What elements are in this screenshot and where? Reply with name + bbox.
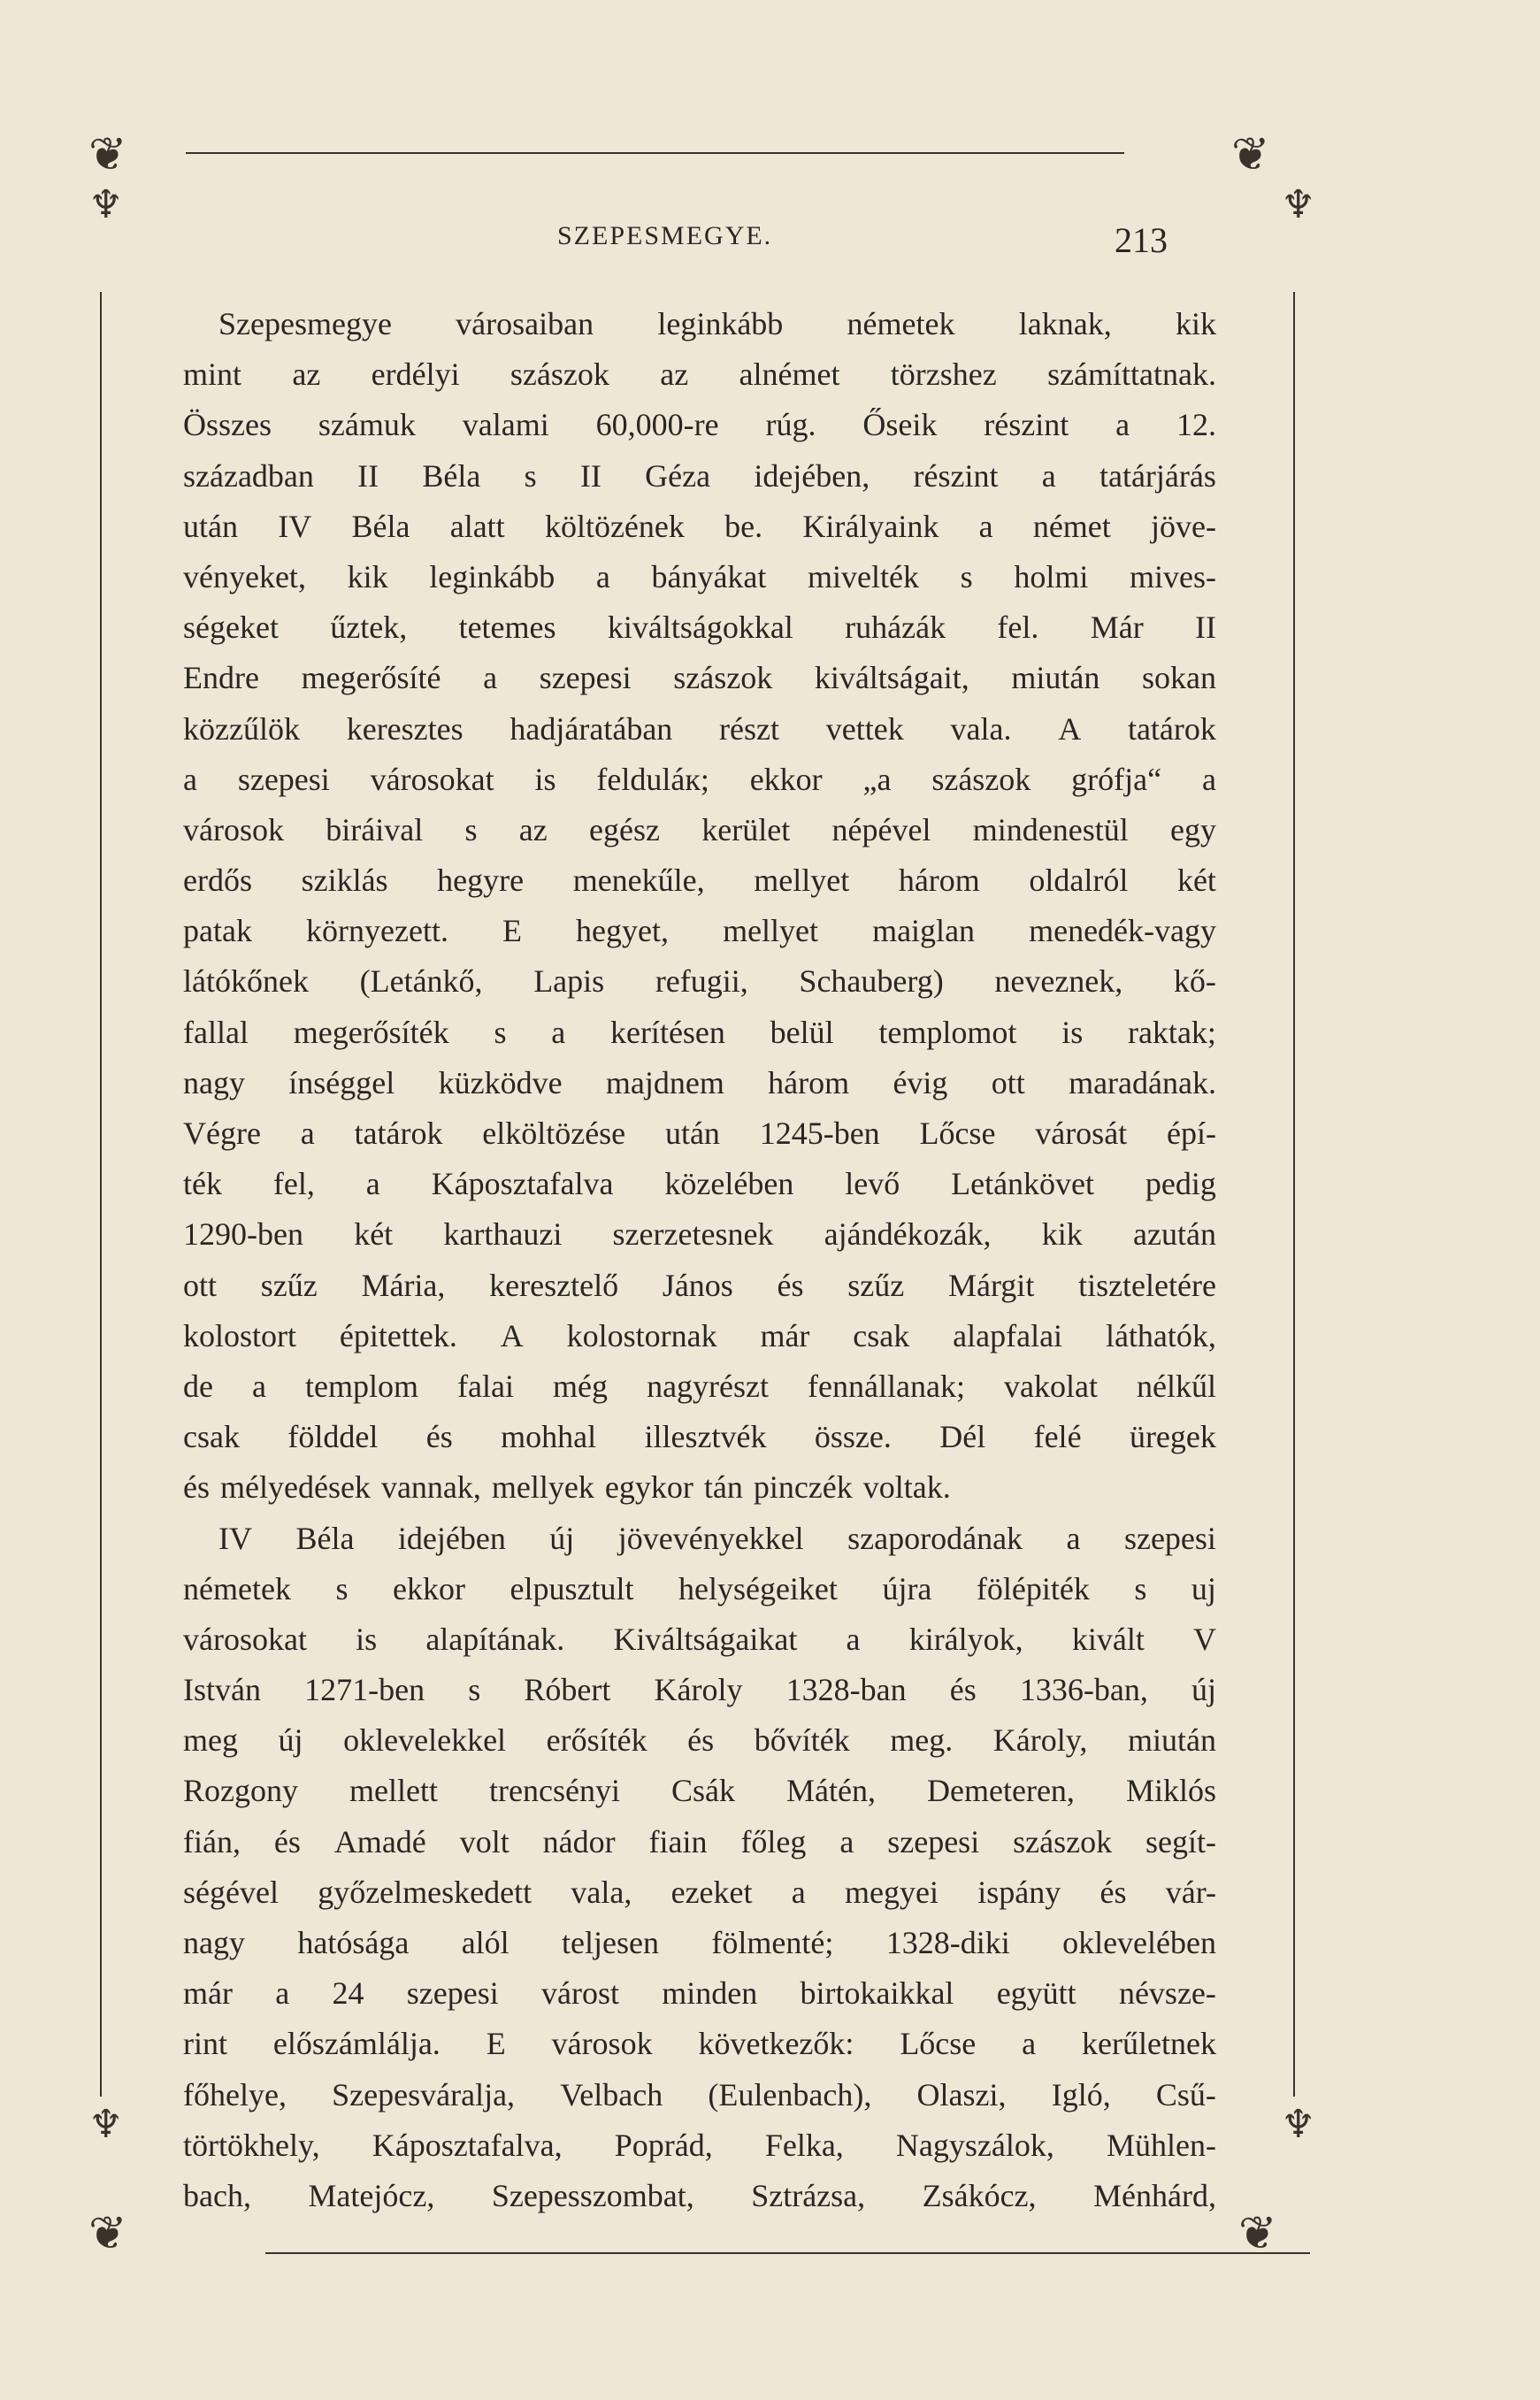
text-line: patak környezett. E hegyet, mellyet maiglan menedék-vagy [183, 913, 1216, 949]
text-line: nagy hatósága alól teljesen fölmenté; 1328-diki oklevelében [183, 1925, 1216, 1960]
text-line: látókőnek (Letánkő, Lapis refugii, Schauberg) neveznek, kő- [183, 963, 1216, 1000]
text-line: városok biráival s az egész kerület népével mindenestül egy [183, 811, 1216, 847]
text-line: Végre a tatárok elköltözése után 1245-ben Lőcse városát épí- [183, 1116, 1216, 1151]
text-line: István 1271-ben s Róbert Károly 1328-ban és 1336-ban, új [183, 1672, 1216, 1708]
text-line: IV Béla idejében új jövevényekkel szaporodának a szepesi [218, 1520, 1216, 1556]
page-number: 213 [1115, 220, 1168, 260]
text-line: közzűlök keresztes hadjáratában részt vettek vala. A tatárok [183, 710, 1216, 747]
text-line: ségével győzelmeskedett vala, ezeket a megyei ispány és vár- [183, 1874, 1216, 1910]
text-line: fallal megerősíték s a kerítésen belül templomot is raktak; [183, 1014, 1216, 1050]
corner-ornament-icon: ❦ [1238, 2209, 1277, 2259]
text-line: városokat is alapítának. Kiváltságaikat a királyok, kivált V [183, 1621, 1216, 1657]
text-line: Összes számuk valami 60,000-re rúg. Őseik részint a 12. [183, 407, 1216, 443]
text-line: században II Béla s II Géza idejében, részint a tatárjárás [183, 457, 1216, 494]
text-line: törtökhely, Káposztafalva, Poprád, Felka, Nagyszálok, Mühlen- [183, 2127, 1216, 2163]
text-line: Rozgony mellett trencsényi Csák Mátén, Demeteren, Miklós [183, 1773, 1216, 1809]
side-ornament-icon: ♆ [1281, 183, 1316, 226]
text-line: csak földdel és mohhal illesztvék össze. Dél felé üregek [183, 1419, 1216, 1455]
text-line: erdős sziklás hegyre menekűle, mellyet három oldalról két [183, 863, 1216, 899]
text-line: rint előszámlálja. E városok következők: Lőcse a kerűletnek [183, 2026, 1216, 2062]
text-line: ték fel, a Káposztafalva közelében levő Letánkövet pedig [183, 1166, 1216, 1202]
text-line: főhelye, Szepesváralja, Velbach (Eulenbach), Olaszi, Igló, Csű- [183, 2076, 1216, 2112]
text-line: de a templom falai még nagyrészt fennállanak; vakolat nélkűl [183, 1368, 1216, 1404]
text-line: a szepesi városokat is felduláк; ekkor „a szászok grófja“ a [183, 761, 1216, 797]
text-line: fián, és Amadé volt nádor fiain főleg a szepesi szászok segít- [183, 1823, 1216, 1859]
side-ornament-icon: ♆ [1281, 2103, 1316, 2146]
right-ornamental-rule [1293, 292, 1295, 2097]
left-ornamental-rule [100, 292, 102, 2097]
text-line: és mélyedések vannak, mellyek egykor tán pinczék voltak. [183, 1469, 951, 1506]
bottom-ornamental-rule [265, 2252, 1310, 2254]
text-line: kolostort épitettek. A kolostornak már csak alapfalai láthatók, [183, 1317, 1216, 1353]
text-line: vényeket, kik leginkább a bányákat mivelték s holmi mives- [183, 558, 1216, 594]
corner-ornament-icon: ❦ [88, 130, 127, 180]
text-line: nagy ínséggel küzködve majdnem három évig ott maradának. [183, 1064, 1216, 1100]
corner-ornament-icon: ❦ [88, 2209, 127, 2259]
text-line: ségeket űztek, tetemes kiváltságokkal ruházák fel. Már II [183, 610, 1216, 646]
text-line: meg új oklevelekkel erősíték és bővíték meg. Károly, miután [183, 1722, 1216, 1759]
text-line: mint az erdélyi szászok az alnémet törzshez számíttatnak. [183, 357, 1216, 393]
text-line: Szepesmegye városaiban leginkább németek laknak, kik [218, 306, 1216, 341]
text-line: ott szűz Mária, keresztelő János és szűz Márgit tiszteletére [183, 1267, 1216, 1303]
text-line: után IV Béla alatt költözének be. Királyaink a német jöve- [183, 508, 1216, 544]
text-line: németek s ekkor elpusztult helységeiket újra fölépiték s uj [183, 1570, 1216, 1606]
top-ornamental-rule [186, 152, 1124, 154]
side-ornament-icon: ♆ [88, 2103, 124, 2146]
corner-ornament-icon: ❦ [1231, 130, 1270, 180]
text-line: Endre megerősíté a szepesi szászok kiváltságait, miután sokan [183, 660, 1216, 696]
text-line: már a 24 szepesi várost minden birtokaikkal együtt névsze- [183, 1975, 1216, 2012]
page-header [0, 221, 1540, 265]
running-head: SZEPESMEGYE. [557, 221, 773, 250]
text-line: 1290-ben két karthauzi szerzetesnek ajándékozák, kik azután [183, 1216, 1216, 1253]
body-text [183, 299, 1216, 2221]
text-line: bach, Matejócz, Szepesszombat, Sztrázsa, Zsákócz, Ménhárd, [183, 2177, 1216, 2213]
side-ornament-icon: ♆ [88, 183, 124, 226]
